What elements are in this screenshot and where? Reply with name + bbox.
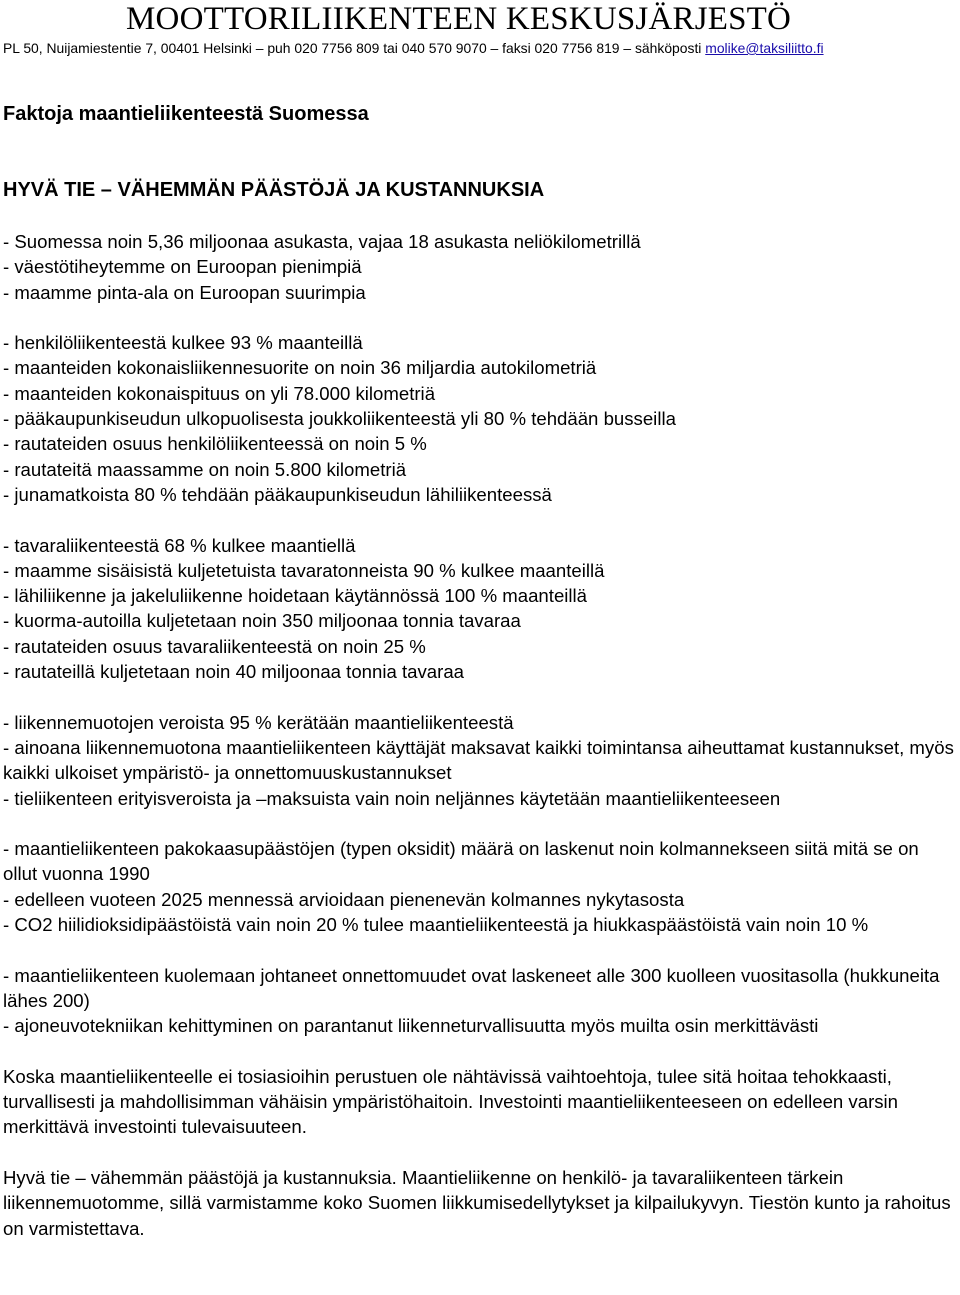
fact-line: - henkilöliikenteestä kulkee 93 % maanteillä <box>3 332 363 354</box>
safety-facts <box>3 963 955 1039</box>
fact-line: - rautateiden osuus tavaraliikenteestä on noin 25 % <box>3 635 426 657</box>
fact-line: - lähiliikenne ja jakeluliikenne hoidetaan käytännössä 100 % maanteillä <box>3 585 588 607</box>
conclusion-paragraph: Hyvä tie – vähemmän päästöjä ja kustannuksia. Maantieliikenne on henkilö- ja tavaraliikenteen tärkein liikennemuotomme, sillä varmistamme koko Suomen liikkumisedellytykset ja kilpailukyvyn. Tiestön kunto ja rahoitus on varmistettava. <box>3 1166 951 1239</box>
fact-line: - junamatkoista 80 % tehdään pääkaupunkiseudun lähiliikenteessä <box>3 483 552 505</box>
contact-info <box>3 38 824 58</box>
document-body <box>3 229 955 1241</box>
investment-paragraph: Koska maantieliikenteelle ei tosiasioihin perustuen ole nähtävissä vaihtoehtoja, tulee sitä hoitaa tehokkaasti, turvallisesti ja mahdollisimman vähäisin ympäristöhaitoin. Investointi maantieliikenteeseen on edelleen varsin merkittävä investointi tulevaisuuteen. <box>3 1065 899 1138</box>
fact-line: - rautateiden osuus henkilöliikenteessä on noin 5 % <box>3 433 427 455</box>
fact-line: - rautateitä maassamme on noin 5.800 kilometriä <box>3 458 407 480</box>
fact-line: - liikennemuotojen veroista 95 % kerätään maantieliikenteestä <box>3 711 514 733</box>
email-link[interactable]: molike@taksiliitto.fi <box>705 40 824 56</box>
fact-line: - maantieliikenteen pakokaasupäästöjen (typen oksidit) määrä on laskenut noin kolmannekseen siitä mitä se on ollut vuonna 1990 <box>3 838 919 885</box>
contact-details: PL 50, Nuijamiestentie 7, 00401 Helsinki – puh 020 7756 809 tai 040 570 9070 – faksi 020 7756 819 – sähköposti <box>3 40 706 56</box>
fact-line: - maantieliikenteen kuolemaan johtaneet onnettomuudet ovat laskeneet alle 300 kuolleen vuositasolla (hukkuneita lähes 200) <box>3 964 940 1011</box>
document-subtitle: HYVÄ TIE – VÄHEMMÄN PÄÄSTÖJÄ JA KUSTANNUKSIA <box>3 179 545 201</box>
fact-line: - väestötiheytemme on Euroopan pienimpiä <box>3 256 362 278</box>
fact-line: - edelleen vuoteen 2025 mennessä arvioidaan pienenevän kolmannes nykytasosta <box>3 888 685 910</box>
fact-line: - maanteiden kokonaispituus on yli 78.000 kilometriä <box>3 382 436 404</box>
emission-facts <box>3 836 955 937</box>
document-title: Faktoja maantieliikenteestä Suomessa <box>3 103 369 125</box>
population-facts <box>3 229 955 305</box>
fact-line: - maamme pinta-ala on Euroopan suurimpia <box>3 281 366 303</box>
fact-line: - tieliikenteen erityisveroista ja –maksuista vain noin neljännes käytetään maantieliikenteeseen <box>3 787 781 809</box>
fact-line: - pääkaupunkiseudun ulkopuolisesta joukkoliikenteestä yli 80 % tehdään busseilla <box>3 408 676 430</box>
passenger-traffic-facts <box>3 330 955 507</box>
fact-line: - CO2 hiilidioksidipäästöistä vain noin 20 % tulee maantieliikenteestä ja hiukkaspäästöistä vain noin 10 % <box>3 914 869 936</box>
organization-name: MOOTTORILIIKENTEEN KESKUSJÄRJESTÖ <box>126 1 792 37</box>
fact-line: - maanteiden kokonaisliikennesuorite on noin 36 miljardia autokilometriä <box>3 357 597 379</box>
fact-line: - ajoneuvotekniikan kehittyminen on parantanut liikenneturvallisuutta myös muilta osin merkittävästi <box>3 1015 819 1037</box>
freight-traffic-facts <box>3 533 955 685</box>
fact-line: - tavaraliikenteestä 68 % kulkee maantiellä <box>3 534 356 556</box>
fact-line: - kuorma-autoilla kuljetetaan noin 350 miljoonaa tonnia tavaraa <box>3 610 521 632</box>
fact-line: - rautateillä kuljetetaan noin 40 miljoonaa tonnia tavaraa <box>3 661 465 683</box>
fact-line: - maamme sisäisistä kuljetetuista tavaratonneista 90 % kulkee maanteillä <box>3 559 605 581</box>
fact-line: - Suomessa noin 5,36 miljoonaa asukasta, vajaa 18 asukasta neliökilometrillä <box>3 231 641 252</box>
tax-facts <box>3 710 955 811</box>
fact-line: - ainoana liikennemuotona maantieliikenteen käyttäjät maksavat kaikki toimintansa aiheuttamat kustannukset, myös kaikki ulkoiset ympäristö- ja onnettomuuskustannukset <box>3 736 954 784</box>
